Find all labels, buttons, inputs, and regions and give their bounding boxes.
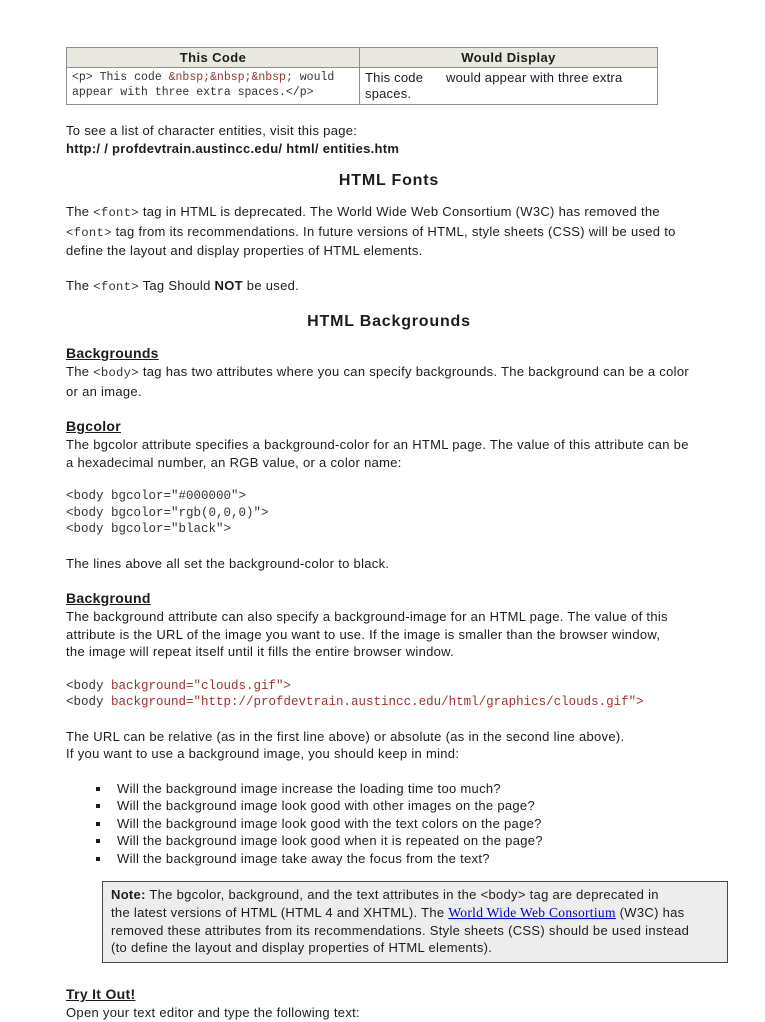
text-segment: <p> This code — [72, 71, 169, 84]
code-cell — [67, 68, 360, 105]
checklist-item-label: Will the background image look good when it is repeated on the page? — [117, 833, 543, 848]
text-segment: would — [292, 71, 335, 84]
entities-paragraph — [66, 122, 712, 157]
checklist-item-label: Will the background image take away the focus from the text? — [117, 850, 490, 866]
text-segment: <font> — [66, 225, 112, 240]
square-bullet-icon — [96, 804, 100, 808]
text-segment: <body bgcolor="#000000"> — [66, 489, 247, 503]
text-segment: Note: — [111, 887, 146, 902]
square-bullet-icon — [96, 857, 100, 861]
text-segment: the image will repeat itself until it fills the entire browser window. — [66, 644, 455, 659]
try-it-out-paragraph — [66, 1004, 712, 1022]
background-checklist — [96, 780, 712, 868]
font-warning-paragraph — [66, 277, 712, 297]
text-segment: or an image. — [66, 383, 142, 399]
heading-html-fonts: HTML Fonts — [338, 172, 440, 189]
black-background-paragraph — [66, 555, 712, 573]
text-segment: tag has two attributes where you can specify backgrounds. The background can be a color — [138, 364, 689, 379]
text-segment: appear with three extra spaces.</p> — [72, 86, 314, 99]
w3c-link[interactable]: World Wide Web Consortium — [448, 904, 616, 920]
square-bullet-icon — [96, 787, 100, 791]
table-row — [67, 68, 658, 105]
text-segment: <body> — [93, 366, 139, 380]
background-paragraph — [66, 608, 712, 661]
checklist-item — [96, 832, 712, 850]
table-header-row — [67, 48, 658, 68]
text-segment: define the layout and display properties of HTML elements. — [66, 243, 423, 258]
font-deprecated-paragraph — [66, 203, 712, 260]
text-segment: The — [66, 364, 94, 379]
text-segment: http:/ / profdevtrain.austincc.edu/ html/ entities.htm — [66, 140, 400, 156]
text-segment: (to define the layout and display properties of HTML elements). — [111, 940, 493, 956]
text-segment: The bgcolor attribute specifies a background-color for an HTML page. The value of this attribute can be — [66, 437, 689, 452]
text-segment: NOT — [214, 277, 243, 293]
text-segment: The lines above all set the background-color to black. — [66, 555, 390, 571]
checklist-item-label: Will the background image increase the loading time too much? — [117, 780, 501, 796]
text-segment: Tag Should — [138, 277, 215, 293]
text-segment: <body — [66, 695, 112, 709]
checklist-item — [96, 850, 712, 868]
text-segment: tag from its recommendations. In future versions of HTML, style sheets (CSS) will be used to — [111, 223, 676, 239]
text-segment: <body — [66, 678, 112, 693]
bgcolor-paragraph — [66, 436, 712, 471]
text-segment: <font> — [93, 279, 139, 294]
backgrounds-paragraph — [66, 363, 712, 400]
text-segment: <body bgcolor="rgb(0,0,0)"> — [66, 505, 269, 520]
text-segment: removed these attributes from its recommendations. Style sheets (CSS) should be used instead — [111, 922, 690, 938]
checklist-item — [96, 780, 712, 798]
text-segment: The background attribute can also specify a background-image for an HTML page. The value of this — [66, 609, 668, 624]
text-segment: &nbsp;&nbsp;&nbsp; — [168, 71, 293, 84]
text-segment: The URL can be relative (as in the first line above) or absolute (as in the second line above). — [66, 728, 625, 744]
text-segment: a hexadecimal number, an RGB value, or a color name: — [66, 454, 402, 470]
text-segment: This code would appear with three extra — [365, 70, 623, 85]
text-segment: To see a list of character entities, visit this page: — [66, 123, 358, 138]
table-header-would-display: Would Display — [360, 48, 658, 68]
heading-background: Background — [66, 590, 151, 606]
text-segment: Open your text editor and type the following text: — [66, 1005, 360, 1021]
text-segment: <body bgcolor="black"> — [66, 522, 232, 536]
code-comparison-table — [66, 47, 658, 105]
heading-html-backgrounds: HTML Backgrounds — [307, 313, 471, 330]
heading-try-it-out: Try It Out! — [66, 986, 136, 1003]
text-segment: The — [66, 277, 94, 293]
text-segment: The bgcolor, background, and the text attributes in the <body> tag are deprecated in — [145, 887, 659, 902]
table-header-this-code: This Code — [67, 48, 360, 68]
text-segment: background="http://profdevtrain.austincc.edu/html/graphics/clouds.gif"> — [111, 695, 644, 709]
text-segment: <font> — [93, 206, 139, 220]
text-segment: (W3C) has — [615, 904, 685, 920]
url-relative-paragraph — [66, 728, 712, 763]
checklist-item — [96, 797, 712, 815]
checklist-item — [96, 815, 712, 833]
text-segment: the latest versions of HTML (HTML 4 and XHTML). The — [111, 904, 449, 920]
bgcolor-code-block — [66, 488, 712, 538]
text-segment: spaces. — [365, 86, 412, 101]
note-box — [102, 881, 728, 963]
checklist-item-label: Will the background image look good with the text colors on the page? — [117, 815, 542, 831]
display-cell — [360, 68, 658, 105]
square-bullet-icon — [96, 839, 100, 843]
text-segment: If you want to use a background image, you should keep in mind: — [66, 746, 460, 761]
text-segment: tag in HTML is deprecated. The World Wide Web Consortium (W3C) has removed the — [138, 204, 660, 219]
text-segment: The — [66, 204, 94, 219]
heading-backgrounds: Backgrounds — [66, 345, 159, 361]
text-segment: background="clouds.gif"> — [111, 678, 292, 693]
background-code-block — [66, 678, 712, 711]
square-bullet-icon — [96, 822, 100, 826]
checklist-item-label: Will the background image look good with other images on the page? — [117, 798, 535, 813]
text-segment: attribute is the URL of the image you want to use. If the image is smaller than the browser window, — [66, 626, 661, 642]
heading-bgcolor: Bgcolor — [66, 418, 121, 434]
text-segment: be used. — [242, 277, 300, 293]
document-content — [66, 47, 712, 1022]
